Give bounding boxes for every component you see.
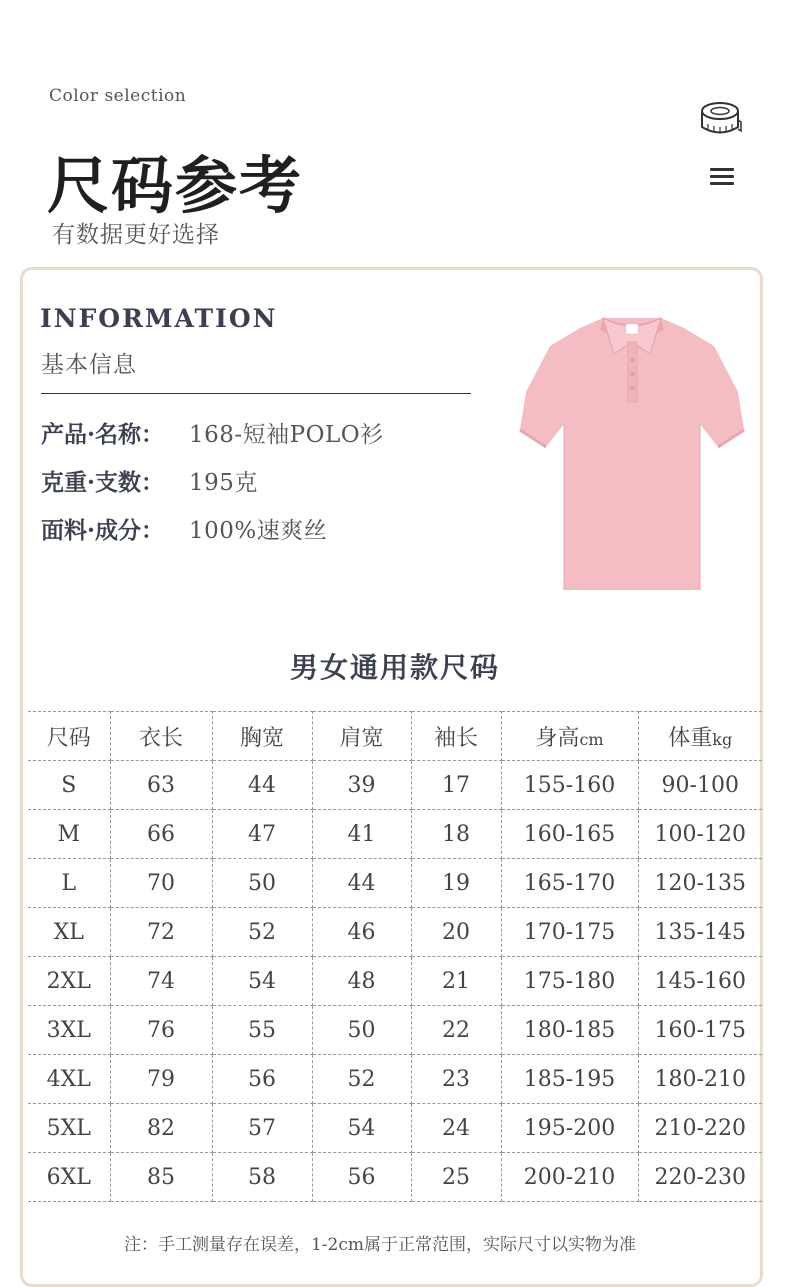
header-size: 尺码 xyxy=(28,712,110,761)
table-cell: 54 xyxy=(312,1104,411,1153)
table-cell: 135-145 xyxy=(638,908,762,957)
table-cell: 19 xyxy=(411,859,501,908)
table-cell: 46 xyxy=(312,908,411,957)
table-header-row xyxy=(28,712,762,761)
spec-label: 克重·支数： xyxy=(41,469,165,496)
divider xyxy=(41,393,471,394)
table-cell: 2XL xyxy=(28,957,110,1006)
table-cell: 52 xyxy=(312,1055,411,1104)
spec-label: 产品·名称： xyxy=(41,421,165,448)
tape-measure-icon xyxy=(700,100,742,138)
table-cell: 47 xyxy=(212,810,312,859)
spec-label: 面料·成分： xyxy=(41,517,165,544)
page-title: 尺码参考 xyxy=(47,149,304,222)
table-cell: 100-120 xyxy=(638,810,762,859)
table-cell: 76 xyxy=(110,1006,212,1055)
table-cell: 24 xyxy=(411,1104,501,1153)
table-cell: 82 xyxy=(110,1104,212,1153)
table-cell: 85 xyxy=(110,1153,212,1202)
table-cell: 56 xyxy=(212,1055,312,1104)
table-row xyxy=(28,908,762,957)
table-cell: 54 xyxy=(212,957,312,1006)
table-cell: 195-200 xyxy=(501,1104,638,1153)
table-cell: 145-160 xyxy=(638,957,762,1006)
table-cell: 56 xyxy=(312,1153,411,1202)
table-cell: 200-210 xyxy=(501,1153,638,1202)
table-cell: 180-210 xyxy=(638,1055,762,1104)
table-cell: 220-230 xyxy=(638,1153,762,1202)
table-cell: 74 xyxy=(110,957,212,1006)
spec-row-name xyxy=(41,416,384,449)
table-cell: 44 xyxy=(212,761,312,810)
header-weight-unit: kg xyxy=(712,729,733,749)
header-height-label: 身高 xyxy=(535,725,580,751)
table-row xyxy=(28,1104,762,1153)
info-title-en: INFORMATION xyxy=(40,304,278,333)
header-weight-label: 体重 xyxy=(668,725,713,751)
size-table-title: 男女通用款尺码 xyxy=(289,651,500,684)
table-cell: 22 xyxy=(411,1006,501,1055)
table-row xyxy=(28,859,762,908)
table-row xyxy=(28,957,762,1006)
table-cell: 20 xyxy=(411,908,501,957)
spec-row-weight xyxy=(41,464,258,497)
table-row xyxy=(28,1153,762,1202)
table-cell: 160-165 xyxy=(501,810,638,859)
table-cell: 21 xyxy=(411,957,501,1006)
header-shoulder: 肩宽 xyxy=(312,712,411,761)
table-cell: 155-160 xyxy=(501,761,638,810)
table-cell: 180-185 xyxy=(501,1006,638,1055)
header-chest: 胸宽 xyxy=(212,712,312,761)
table-cell: 55 xyxy=(212,1006,312,1055)
table-row xyxy=(28,761,762,810)
table-cell: 39 xyxy=(312,761,411,810)
table-cell: 6XL xyxy=(28,1153,110,1202)
table-cell: 160-175 xyxy=(638,1006,762,1055)
table-cell: 52 xyxy=(212,908,312,957)
table-cell: 210-220 xyxy=(638,1104,762,1153)
table-cell: 57 xyxy=(212,1104,312,1153)
measurement-note: 注：手工测量存在误差，1-2cm属于正常范围，实际尺寸以实物为准 xyxy=(123,1235,637,1255)
table-cell: 41 xyxy=(312,810,411,859)
header-height xyxy=(501,712,638,761)
table-row xyxy=(28,1006,762,1055)
subtitle-en: Color selection xyxy=(49,86,187,106)
table-cell: 70 xyxy=(110,859,212,908)
table-row xyxy=(28,1055,762,1104)
header-weight xyxy=(638,712,762,761)
polo-shirt-image xyxy=(518,312,746,592)
table-cell: XL xyxy=(28,908,110,957)
table-cell: S xyxy=(28,761,110,810)
table-cell: 185-195 xyxy=(501,1055,638,1104)
table-cell: M xyxy=(28,810,110,859)
table-cell: 48 xyxy=(312,957,411,1006)
table-cell: 23 xyxy=(411,1055,501,1104)
spec-value: 100%速爽丝 xyxy=(189,518,328,544)
table-cell: 120-135 xyxy=(638,859,762,908)
table-cell: 17 xyxy=(411,761,501,810)
table-cell: 4XL xyxy=(28,1055,110,1104)
header-length: 衣长 xyxy=(110,712,212,761)
table-cell: 50 xyxy=(312,1006,411,1055)
spec-row-fabric xyxy=(41,512,327,545)
table-cell: 5XL xyxy=(28,1104,110,1153)
header-height-unit: cm xyxy=(579,729,604,749)
table-cell: 175-180 xyxy=(501,957,638,1006)
table-cell: 58 xyxy=(212,1153,312,1202)
table-cell: 3XL xyxy=(28,1006,110,1055)
header-sleeve: 袖长 xyxy=(411,712,501,761)
info-title-cn: 基本信息 xyxy=(41,352,137,378)
table-cell: 18 xyxy=(411,810,501,859)
table-cell: L xyxy=(28,859,110,908)
subtitle-cn: 有数据更好选择 xyxy=(52,222,220,248)
table-cell: 90-100 xyxy=(638,761,762,810)
size-table xyxy=(28,711,762,1202)
table-cell: 79 xyxy=(110,1055,212,1104)
table-cell: 170-175 xyxy=(501,908,638,957)
menu-icon[interactable] xyxy=(710,168,734,188)
table-cell: 72 xyxy=(110,908,212,957)
table-cell: 44 xyxy=(312,859,411,908)
table-cell: 165-170 xyxy=(501,859,638,908)
table-row xyxy=(28,810,762,859)
table-cell: 25 xyxy=(411,1153,501,1202)
table-cell: 50 xyxy=(212,859,312,908)
spec-value: 195克 xyxy=(189,470,258,496)
table-cell: 66 xyxy=(110,810,212,859)
table-cell: 63 xyxy=(110,761,212,810)
spec-value: 168-短袖POLO衫 xyxy=(189,422,384,448)
